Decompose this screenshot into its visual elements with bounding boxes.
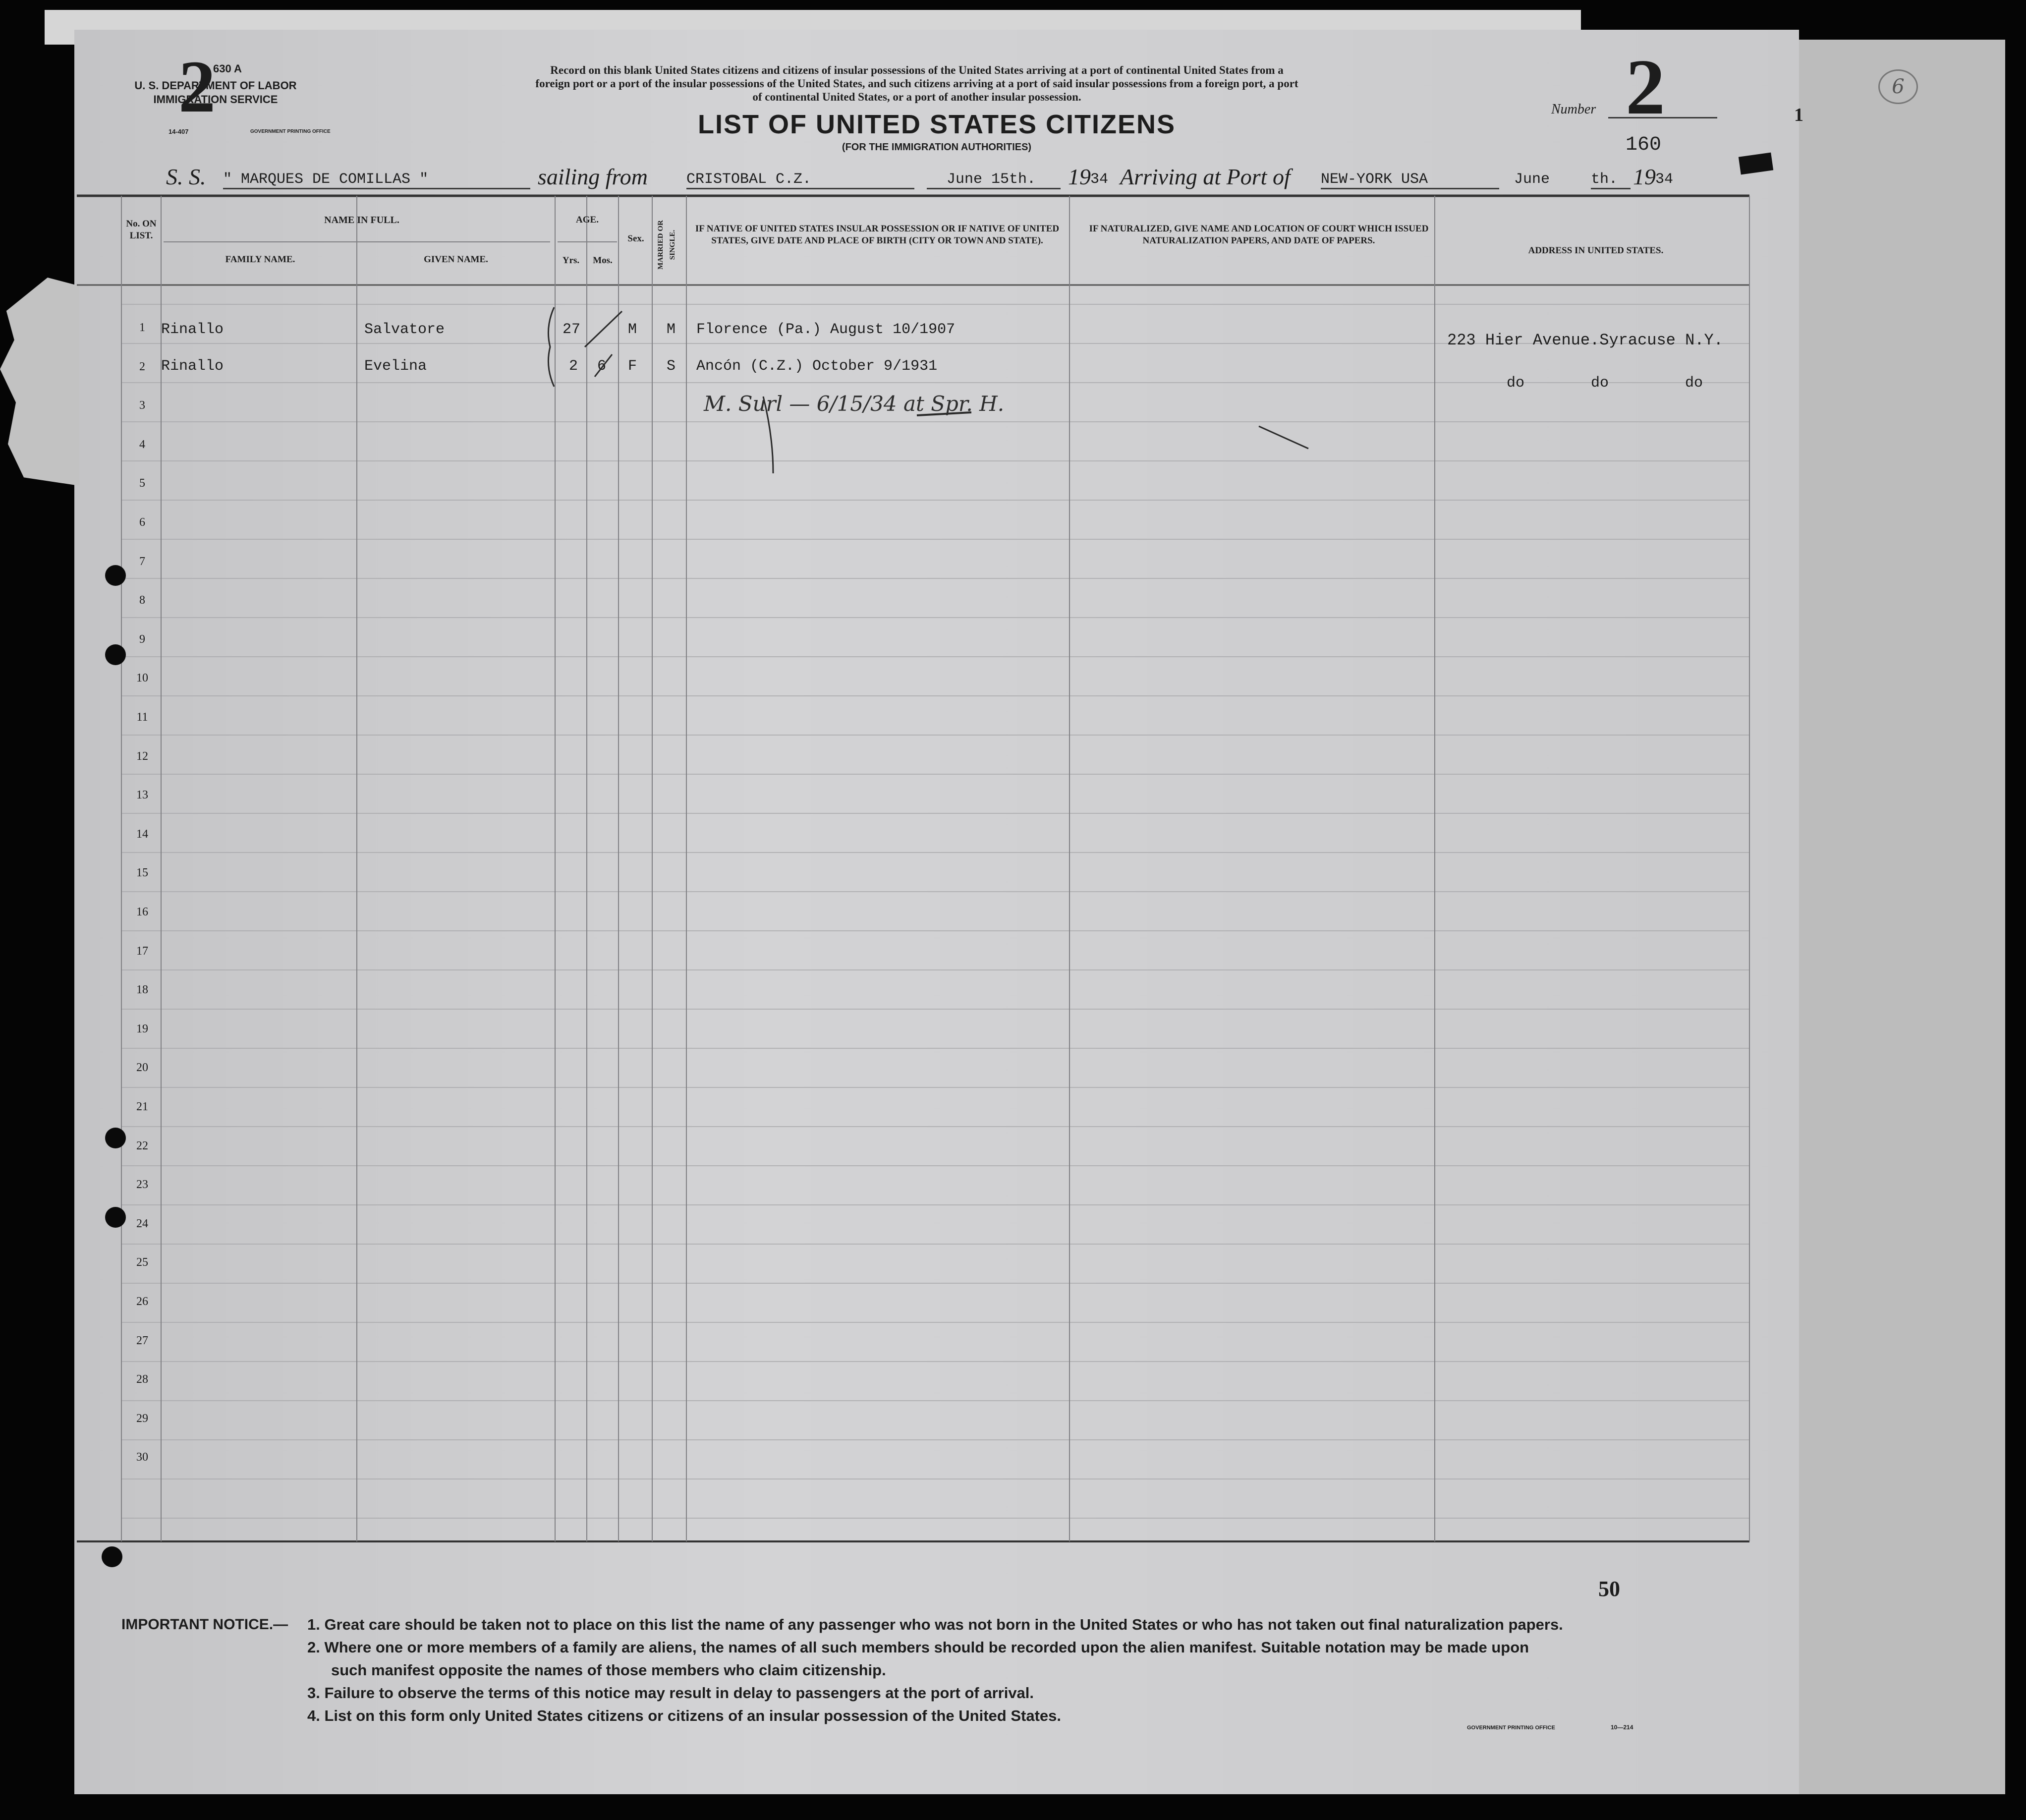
row-number: 28: [136, 1373, 148, 1386]
notice-item: 2. Where one or more members of a family are aliens, the names of all such members should be recorded upon the alien manifest. Suitable notation may be made upon: [307, 1639, 1529, 1656]
sex-1: M: [628, 321, 637, 338]
row-number: 16: [136, 906, 148, 918]
col-given-name: GIVEN NAME.: [424, 254, 488, 265]
list-number: 2: [1626, 43, 1665, 131]
row-number: 20: [136, 1061, 148, 1075]
sailing-year-prefix: 19: [1068, 164, 1091, 189]
col-age: AGE.: [576, 215, 599, 225]
notice-item: 1. Great care should be taken not to place on this list the name of any passenger who was not born in the United States or who has not taken out final naturalization papers.: [307, 1616, 1563, 1633]
row-number: 23: [136, 1178, 148, 1192]
age-mos-2: 6: [597, 358, 607, 375]
address-1: 223 Hier Avenue.Syracuse N.Y.: [1447, 331, 1723, 349]
row-number: 5: [139, 477, 145, 490]
slash-mark: [595, 354, 612, 377]
family-name-2: Rinallo: [161, 358, 224, 375]
col-sex: Sex.: [627, 233, 644, 244]
given-name-1: Salvatore: [364, 321, 445, 338]
age-yrs-2: 2: [569, 358, 578, 375]
row-number: 4: [139, 438, 145, 451]
age-yrs-1: 27: [563, 321, 581, 338]
row-number: 8: [139, 594, 145, 607]
row-number: 7: [139, 555, 145, 568]
arriving-port: NEW-YORK USA: [1321, 171, 1499, 189]
sailing-from: CRISTOBAL C.Z.: [686, 171, 914, 189]
page-title: LIST OF UNITED STATES CITIZENS: [698, 110, 1176, 139]
row-number: 2: [139, 360, 145, 373]
notice-item: 3. Failure to observe the terms of this notice may result in delay to passengers at the port of arrival.: [307, 1684, 1034, 1702]
bottom-code: 10—214: [1611, 1724, 1633, 1731]
slash-mark: [585, 311, 622, 347]
prelude-line: Record on this blank United States citizens and citizens of insular possessions of the United States arriving at a port of continental United States from a: [550, 64, 1284, 76]
row-number: 25: [136, 1256, 148, 1269]
row-number: 26: [136, 1295, 148, 1308]
row-number: 11: [136, 711, 148, 724]
row-number: 14: [136, 827, 148, 841]
arriving-month: June: [1514, 171, 1550, 188]
sheet-number: 160: [1626, 134, 1662, 156]
row-number: 1: [139, 321, 145, 334]
notice-item: 4. List on this form only United States citizens or citizens of an insular possession of the United States.: [307, 1707, 1061, 1724]
arriving-year-prefix: 19: [1633, 164, 1656, 189]
footer-count: 50: [1598, 1577, 1620, 1601]
row-number: 21: [136, 1100, 148, 1113]
print-code: 14-407: [169, 128, 189, 135]
sex-2: F: [628, 358, 637, 375]
col-mos: Mos.: [593, 255, 613, 266]
row-number: 10: [136, 672, 148, 685]
arriving-label: Arriving at Port of: [1120, 164, 1291, 189]
given-name-2: Evelina: [364, 358, 427, 375]
col-family-name: FAMILY NAME.: [225, 254, 295, 265]
signature-tail: [1259, 426, 1308, 449]
printer-label: GOVERNMENT PRINTING OFFICE: [250, 129, 331, 134]
row-number: 17: [136, 944, 148, 958]
page-subtitle: (FOR THE IMMIGRATION AUTHORITIES): [842, 142, 1032, 153]
family-name-1: Rinallo: [161, 321, 224, 338]
sailing-label: sailing from: [538, 164, 648, 189]
bracket-mark: [548, 307, 554, 387]
birth-1: Florence (Pa.) August 10/1907: [696, 321, 956, 338]
address-2c: do: [1685, 375, 1703, 392]
prelude-line: foreign port or a port of the insular possessions of the United States, and such citizens arriving at a port of said insular possessions from a foreign port, a port: [535, 77, 1298, 90]
row-number: 24: [136, 1217, 148, 1230]
corner-circle: 6: [1878, 69, 1918, 104]
service-label: IMMIGRATION SERVICE: [153, 93, 278, 106]
col-yrs: Yrs.: [562, 255, 580, 266]
row-number: 18: [136, 983, 148, 997]
corner-number: 1: [1794, 105, 1803, 125]
col-naturalized: IF NATURALIZED, GIVE NAME AND LOCATION OF COURT WHICH ISSUED NATURALIZATION PAPERS, AND DATE OF PAPERS.: [1089, 224, 1429, 246]
address-2b: do: [1591, 375, 1609, 392]
row-number: 29: [136, 1412, 148, 1425]
marital-2: S: [667, 358, 676, 375]
number-label: Number: [1551, 102, 1596, 117]
handwritten-note: M. Surl — 6/15/34 at Spr. H.: [704, 392, 1005, 416]
col-no-on-list: No. ON LIST.: [126, 219, 157, 241]
punch-hole: [102, 1546, 122, 1567]
row-number: 6: [139, 516, 145, 529]
department-label: U. S. DEPARTMENT OF LABOR: [134, 79, 297, 92]
sailing-date: June 15th.: [927, 171, 1061, 189]
punch-hole: [105, 1207, 126, 1228]
row-number: 12: [136, 749, 148, 763]
row-number: 9: [139, 632, 145, 646]
arriving-day: th.: [1591, 171, 1631, 189]
row-number: 13: [136, 789, 148, 802]
form-code: 630 A: [213, 62, 242, 75]
col-name-in-full: NAME IN FULL.: [324, 215, 399, 226]
marital-1: M: [667, 321, 676, 338]
col-married-single: MARRIED OR SINGLE.: [657, 220, 676, 270]
punch-hole: [105, 565, 126, 586]
row-number: 15: [136, 866, 148, 880]
row-number: 3: [139, 399, 145, 412]
form-number-stamp: 2: [178, 46, 216, 128]
ship-name: " MARQUES DE COMILLAS ": [223, 171, 530, 189]
punch-hole: [105, 1128, 126, 1148]
arriving-year: 34: [1655, 171, 1674, 188]
punch-hole: [105, 644, 126, 665]
notice-body: [307, 1613, 1769, 1727]
col-birth: IF NATIVE OF UNITED STATES INSULAR POSSESSION OR IF NATIVE OF UNITED STATES, GIVE DATE AND PLACE OF BIRTH (CITY OR TOWN AND STATE).: [695, 224, 1060, 246]
row-number: 30: [136, 1451, 148, 1464]
row-number: 27: [136, 1334, 148, 1347]
row-number: 22: [136, 1139, 148, 1152]
birth-2: Ancón (C.Z.) October 9/1931: [696, 358, 938, 375]
address-2a: do: [1507, 375, 1525, 392]
col-address: ADDRESS IN UNITED STATES.: [1528, 245, 1664, 256]
bottom-printer: GOVERNMENT PRINTING OFFICE: [1467, 1725, 1555, 1731]
ss-label: S. S.: [166, 164, 206, 189]
sailing-year: 34: [1090, 171, 1109, 188]
notice-heading: IMPORTANT NOTICE.—: [121, 1616, 288, 1633]
notice-item: such manifest opposite the names of those members who claim citizenship.: [331, 1661, 886, 1679]
prelude-line: of continental United States, or a port of another insular possession.: [752, 91, 1081, 103]
row-number: 19: [136, 1022, 148, 1035]
